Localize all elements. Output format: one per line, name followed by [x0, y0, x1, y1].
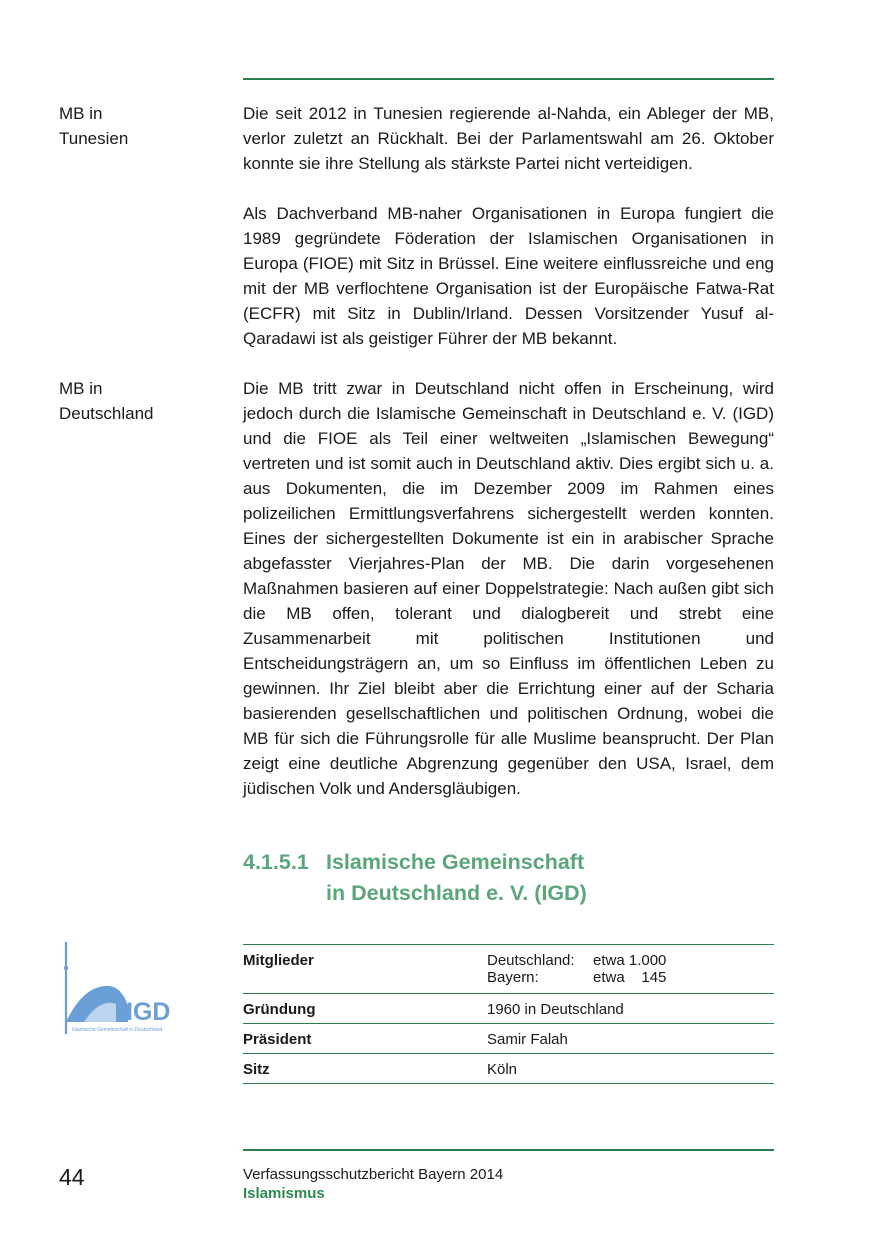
region-label: Deutschland: [487, 952, 575, 969]
region-label: Bayern: [487, 969, 539, 986]
members-bavaria [487, 969, 667, 986]
margin-label-line: Tunesien [59, 129, 129, 148]
members-germany [487, 952, 667, 969]
fact-value: 1960 in Deutschland [487, 1001, 624, 1018]
member-count: etwa 145 [593, 969, 667, 986]
fact-value: Samir Falah [487, 1031, 568, 1048]
footer-rule [243, 1149, 774, 1151]
section-title-line1: Islamische Gemeinschaft [326, 850, 585, 874]
section-title-line2: in Deutschland e. V. (IGD) [326, 881, 587, 905]
fact-row-president [243, 1023, 774, 1053]
igd-logo [56, 938, 202, 1038]
margin-label-line: MB in [59, 379, 103, 398]
margin-label-tunesien [59, 101, 219, 151]
fact-row-members [243, 944, 774, 993]
footer-chapter: Islamismus [243, 1185, 325, 1202]
margin-label-deutschland [59, 376, 219, 426]
fact-label: Gründung [243, 1001, 316, 1018]
fact-row-seat [243, 1053, 774, 1084]
page-number: 44 [59, 1164, 85, 1190]
paragraph-dachverband: Als Dachverband MB-naher Organisationen in Europa fungiert die 1989 gegründete Föderation der Islamischen Organisationen in Europa (FIOE) mit Sitz in Brüssel. Eine weitere einflussreiche und eng mit der MB verflochtene Organisation ist der Europäische Fatwa-Rat (ECFR) mit Sitz in Dublin/Irland. Dessen Vorsitzender Yusuf al-Qaradawi ist als geistiger Führer der MB bekannt. [243, 204, 774, 348]
footer [243, 1165, 503, 1203]
igd-logo-graphic [56, 938, 202, 1038]
margin-label-line: MB in [59, 104, 103, 123]
logo-text: IGD [126, 998, 171, 1026]
top-rule [243, 78, 774, 80]
paragraph-deutschland: Die MB tritt zwar in Deutschland nicht offen in Erscheinung, wird jedoch durch die Islamische Gemeinschaft in Deutschland e. V. (IGD) und die FIOE als Teil einer weltweiten „Islamischen Bewegung“ vertreten und ist somit auch in Deutschland aktiv. Dies ergibt sich u. a. aus Dokumenten, die im Dezember 2009 im Rahmen eines polizeilichen Ermittlungsverfahrens sichergestellt werden konnten. Eines der sichergestellten Dokumente ist ein in arabischer Sprache abgefasster Vierjahres-Plan der MB. Die darin vorgesehenen Maßnahmen basieren auf einer Doppelstrategie: Nach außen gibt sich die MB offen, tolerant und dialogbereit und strebt eine Zusammenarbeit mit politischen Institutionen und Entscheidungsträgern an, um so Einfluss im öffentlichen Leben zu gewinnen. Ihr Ziel bleibt aber die Errichtung einer auf der Scharia basierenden gesellschaftlichen und politischen Ordnung, wobei die MB für sich die Führungsrolle für alle Muslime beansprucht. Der Plan zeigt eine deutliche Abgrenzung gegenüber den USA, Israel, dem jüdischen Volk und Andersgläubigen. [243, 379, 774, 798]
fact-table [243, 944, 774, 1084]
fact-value [487, 952, 667, 986]
fact-label: Sitz [243, 1061, 270, 1078]
margin-label-line: Deutschland [59, 404, 154, 423]
logo-subtitle: Islamische Gemeinschaft in Deutschland [72, 1027, 163, 1033]
fact-label: Mitglieder [243, 952, 314, 969]
fact-row-founding [243, 993, 774, 1023]
section-number: 4.1.5.1 [243, 850, 309, 874]
paragraph-tunesien: Die seit 2012 in Tunesien regierende al-Nahda, ein Ableger der MB, verlor zuletzt an Rückhalt. Bei der Parlamentswahl am 26. Oktober konnte sie ihre Stellung als stärkste Partei nicht verteidigen. [243, 104, 774, 173]
fact-label: Präsident [243, 1031, 312, 1048]
footer-report-title: Verfassungsschutzbericht Bayern 2014 [243, 1166, 504, 1183]
member-count: etwa 1.000 [593, 952, 667, 969]
fact-value: Köln [487, 1061, 518, 1078]
